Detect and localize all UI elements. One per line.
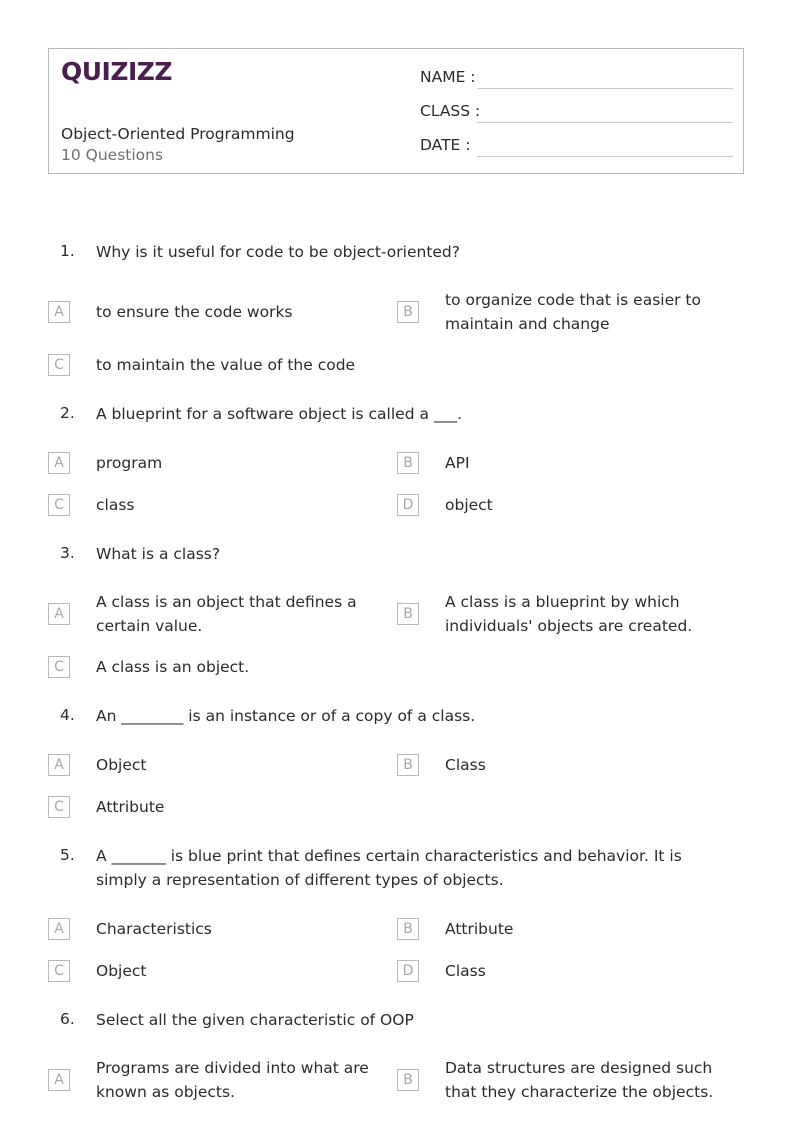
class-label: CLASS : <box>420 102 481 120</box>
option-text: Attribute <box>445 920 514 938</box>
option-text: Characteristics <box>96 920 212 938</box>
option-text: A class is a blueprint by which individuals' objects are created. <box>445 593 693 635</box>
question-count: 10 Questions <box>61 146 164 164</box>
question-number: 6. <box>60 1010 75 1028</box>
question-number: 2. <box>60 404 75 422</box>
question-number: 5. <box>60 846 75 864</box>
option-text: Programs are divided into what are known as objects. <box>96 1059 369 1101</box>
question-number: 4. <box>60 706 75 724</box>
option-letter-box: C <box>48 796 70 818</box>
option-text: Object <box>96 756 147 774</box>
option-letter-box: C <box>48 960 70 982</box>
option-text: to organize code that is easier to maintain and change <box>445 291 701 333</box>
worksheet-title: Object-Oriented Programming <box>61 125 295 143</box>
option-text: A class is an object. <box>96 658 250 676</box>
name-label: NAME : <box>420 68 476 86</box>
option-letter-box: A <box>48 754 70 776</box>
question-text: A blueprint for a software object is called a ___. <box>96 405 463 423</box>
option-letter-box: B <box>397 452 419 474</box>
question-text: Select all the given characteristic of OOP <box>96 1011 414 1029</box>
option-text: Object <box>96 962 147 980</box>
option-letter-box: A <box>48 301 70 323</box>
option-text: to ensure the code works <box>96 303 293 321</box>
worksheet-header <box>48 48 744 174</box>
option-text: Class <box>445 756 486 774</box>
name-line <box>477 88 733 89</box>
option-text: Attribute <box>96 798 165 816</box>
question-text: An ________ is an instance or of a copy of a class. <box>96 707 476 725</box>
date-line <box>477 156 733 157</box>
option-letter-box: C <box>48 354 70 376</box>
option-text: class <box>96 496 135 514</box>
question-number: 1. <box>60 242 75 260</box>
option-letter-box: C <box>48 494 70 516</box>
option-letter-box: B <box>397 301 419 323</box>
option-letter-box: B <box>397 1069 419 1091</box>
option-letter-box: B <box>397 754 419 776</box>
quizizz-logo: QUIZIZZ <box>61 57 173 86</box>
option-text: object <box>445 496 493 514</box>
question-text: What is a class? <box>96 545 221 563</box>
question-number: 3. <box>60 544 75 562</box>
option-letter-box: A <box>48 452 70 474</box>
option-text: Data structures are designed such that they characterize the objects. <box>445 1059 714 1101</box>
question-text: Why is it useful for code to be object-oriented? <box>96 243 461 261</box>
option-letter-box: C <box>48 656 70 678</box>
option-text: to maintain the value of the code <box>96 356 356 374</box>
option-text: API <box>445 454 470 472</box>
option-text: Class <box>445 962 486 980</box>
option-letter-box: D <box>397 494 419 516</box>
option-letter-box: B <box>397 918 419 940</box>
question-text: A _______ is blue print that defines certain characteristics and behavior. It is simply a representation of different types of objects. <box>96 847 682 889</box>
date-label: DATE : <box>420 136 471 154</box>
option-text: program <box>96 454 163 472</box>
option-text: A class is an object that defines a certain value. <box>96 593 357 635</box>
option-letter-box: A <box>48 918 70 940</box>
option-letter-box: A <box>48 603 70 625</box>
class-line <box>477 122 733 123</box>
option-letter-box: A <box>48 1069 70 1091</box>
option-letter-box: B <box>397 603 419 625</box>
option-letter-box: D <box>397 960 419 982</box>
